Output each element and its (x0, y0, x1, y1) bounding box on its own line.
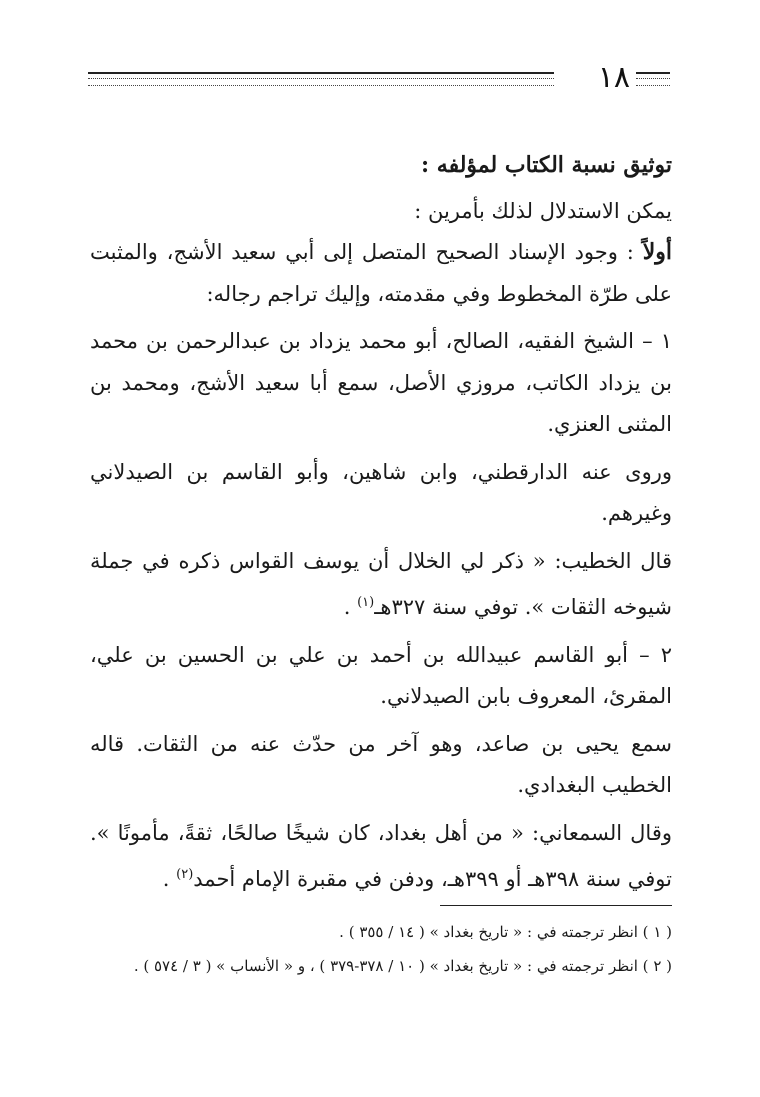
footnote-ref-2: (٢) (176, 867, 194, 882)
first-label: أولاً (642, 239, 672, 265)
narrator-1-students: وروى عنه الدارقطني، وابن شاهين، وأبو القاسم بن الصيدلاني وغيرهم. (90, 459, 672, 525)
first-point-paragraph (90, 232, 672, 315)
narrator-2-hearing: سمع يحيى بن صاعد، وهو آخر من حدّث عنه من الثقات. قاله الخطيب البغدادي. (90, 731, 672, 797)
page-number: ١٨ (597, 60, 630, 95)
footnotes (90, 915, 672, 983)
samani-quote-text: وقال السمعاني: « من أهل بغداد، كان شيخًا صالحًا، ثقةً، مأمونًا ». توفي سنة ٣٩٨هـ أو ٣٩٩هـ، ودفن في مقبرة الإمام أحمد (90, 820, 672, 891)
header-rule-short (636, 72, 670, 86)
khatib-quote-paragraph (90, 541, 672, 629)
footnote-1: ( ١ ) انظر ترجمته في : « تاريخ بغداد » ( ١٤ / ٣٥٥ ) . (339, 923, 672, 941)
main-text (90, 145, 672, 901)
samani-period: . (162, 867, 170, 891)
khatib-quote-text: قال الخطيب: « ذكر لي الخلال أن يوسف القواس ذكره في جملة شيوخه الثقات ». توفي سنة ٣٢٧هـ (90, 548, 672, 619)
section-title: توثيق نسبة الكتاب لمؤلفه : (421, 152, 672, 178)
narrator-2-paragraph: ٢ – أبو القاسم عبيدالله بن أحمد بن علي بن الحسين بن علي، المقرئ، المعروف بابن الصيدلاني. (90, 642, 672, 708)
footnote-separator (440, 905, 672, 906)
first-point-text: : وجود الإسناد الصحيح المتصل إلى أبي سعيد الأشج، والمثبت على طرّة المخطوط وفي مقدمته، وإليك تراجم رجاله: (90, 240, 672, 306)
footnote-2: ( ٢ ) انظر ترجمته في : « تاريخ بغداد » ( ١٠ / ٣٧٨-٣٧٩ ) ، و « الأنساب » ( ٣ / ٥٧٤ ) . (133, 957, 672, 975)
intro-paragraph: يمكن الاستدلال لذلك بأمرين : (414, 198, 672, 223)
footnote-ref-1: (١) (357, 595, 375, 610)
page-header (88, 60, 670, 96)
header-rule (88, 72, 554, 86)
samani-quote-paragraph (90, 813, 672, 901)
narrator-1-paragraph: ١ – الشيخ الفقيه، الصالح، أبو محمد يزداد بن عبدالرحمن بن محمد بن يزداد الكاتب، مروزي الأصل، سمع أبا سعيد الأشج، ومحمد بن المثنى العنزي. (90, 329, 672, 436)
khatib-period: . (343, 595, 351, 619)
